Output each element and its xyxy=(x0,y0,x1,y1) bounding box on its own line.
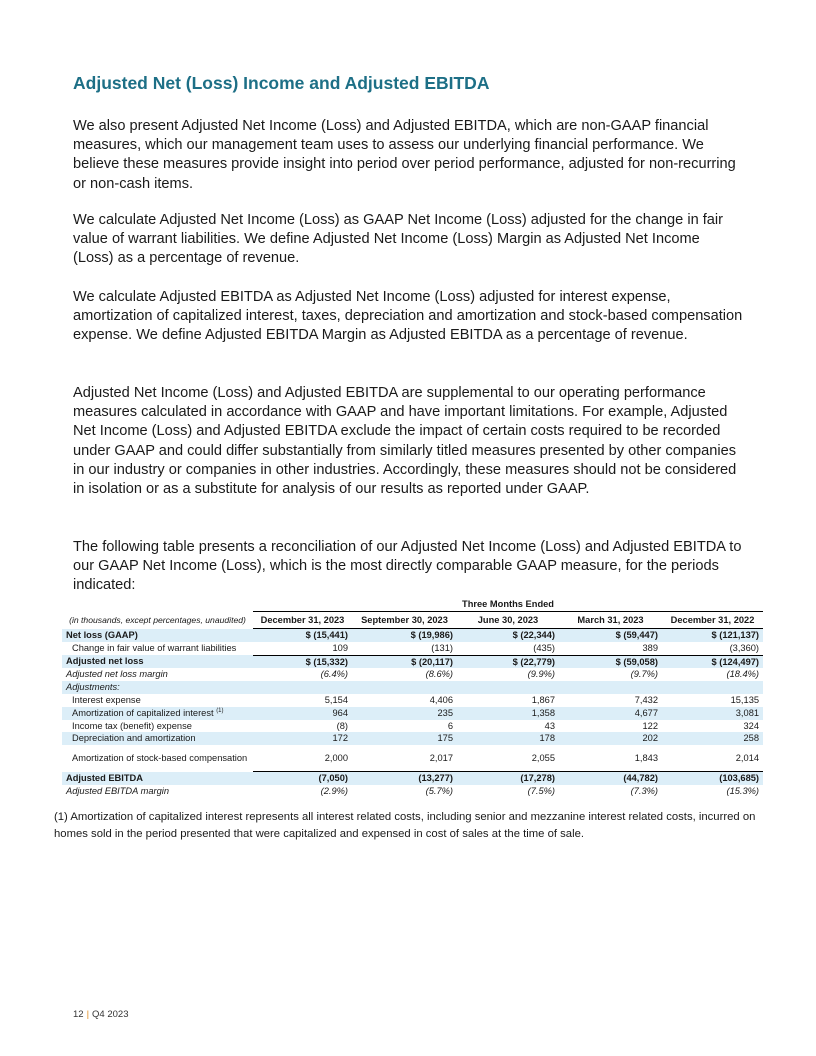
cell: $ (19,986) xyxy=(352,629,457,642)
column-header: June 30, 2023 xyxy=(457,612,559,629)
paragraph-table-intro: The following table presents a reconciliation of our Adjusted Net Income (Loss) and Adjusted EBITDA to our GAAP Net Income (Loss), which is the most directly comparable GAAP measure, for the periods indicated: xyxy=(73,539,742,594)
row-label: Income tax (benefit) expense xyxy=(72,720,192,731)
cell: 4,677 xyxy=(559,707,662,720)
table-row-net-loss xyxy=(62,629,763,642)
footer-separator: | xyxy=(86,1009,90,1020)
cell: (103,685) xyxy=(662,772,763,785)
cell: (3,360) xyxy=(662,642,763,655)
cell: (8.6%) xyxy=(425,669,453,680)
cell: (9.9%) xyxy=(527,669,555,680)
table-row-adjusted-ebitda-margin xyxy=(62,785,763,798)
cell: (2.9%) xyxy=(320,785,348,796)
table-row-interest-expense xyxy=(62,694,763,707)
cell: (9.7%) xyxy=(630,669,658,680)
page-number: 12 xyxy=(73,1009,84,1020)
table-row-stock-comp xyxy=(62,745,763,772)
cell: 2,017 xyxy=(352,745,457,772)
row-label: Adjusted net loss margin xyxy=(66,669,168,680)
paragraph-limitations: Adjusted Net Income (Loss) and Adjusted EBITDA are supplemental to our operating performance measures calculated in accordance with GAAP and have important limitations. For example, Adjusted Net Income (Loss) and Adjusted EBITDA exclude the impact of certain costs required to be recorded under GAAP and could differ substantially from similarly titled measures presented by other companies in our industry or companies in other industries. Accordingly, these measures should not be considered in isolation or as a substitute for analysis of our results as reported under GAAP. xyxy=(73,385,737,498)
cell: (17,278) xyxy=(457,772,559,785)
footer-period: Q4 2023 xyxy=(92,1009,129,1020)
page-footer xyxy=(73,1009,129,1020)
cell: $ (22,779) xyxy=(457,655,559,668)
row-label: Depreciation and amortization xyxy=(62,732,253,745)
column-header: September 30, 2023 xyxy=(352,612,457,629)
table-header-row xyxy=(62,612,763,629)
cell: $ (15,441) xyxy=(253,629,352,642)
cell: $ (15,332) xyxy=(253,655,352,668)
cell: 15,135 xyxy=(730,694,760,705)
table-row-amortization-capitalized-interest xyxy=(62,707,763,720)
table-row-depreciation xyxy=(62,732,763,745)
units-label: (in thousands, except percentages, unaudited) xyxy=(69,614,246,625)
column-header: December 31, 2023 xyxy=(253,612,352,629)
cell: (435) xyxy=(457,642,559,655)
cell: 172 xyxy=(253,732,352,745)
cell: (44,782) xyxy=(559,772,662,785)
cell: (7.3%) xyxy=(630,785,658,796)
cell: $ (124,497) xyxy=(662,655,763,668)
cell: 1,867 xyxy=(531,694,555,705)
cell: (6.4%) xyxy=(320,669,348,680)
cell: $ (121,137) xyxy=(662,629,763,642)
row-label-text: Amortization of capitalized interest xyxy=(72,707,214,718)
cell: (15.3%) xyxy=(726,785,760,796)
table-group-header-row xyxy=(62,597,763,612)
cell: (13,277) xyxy=(352,772,457,785)
cell: 389 xyxy=(559,642,662,655)
reconciliation-table xyxy=(62,597,763,798)
cell: 2,055 xyxy=(457,745,559,772)
row-label: Net loss (GAAP) xyxy=(62,629,253,642)
group-header: Three Months Ended xyxy=(253,597,763,612)
table-row-income-tax xyxy=(62,720,763,733)
cell: (5.7%) xyxy=(425,785,453,796)
cell: 3,081 xyxy=(662,707,763,720)
cell: $ (20,117) xyxy=(352,655,457,668)
cell: 1,358 xyxy=(457,707,559,720)
row-label: Adjusted net loss xyxy=(62,655,253,668)
cell: (7,050) xyxy=(253,772,352,785)
row-label: Adjusted EBITDA margin xyxy=(66,785,169,796)
table-row-adjusted-ebitda xyxy=(62,772,763,785)
cell: 43 xyxy=(544,720,555,731)
cell: 964 xyxy=(253,707,352,720)
cell: 235 xyxy=(352,707,457,720)
cell: 122 xyxy=(642,720,658,731)
cell: 202 xyxy=(559,732,662,745)
cell: 258 xyxy=(662,732,763,745)
cell: 109 xyxy=(253,642,352,655)
cell: (7.5%) xyxy=(527,785,555,796)
cell: 4,406 xyxy=(429,694,453,705)
paragraph-adjusted-ebitda: We calculate Adjusted EBITDA as Adjusted Net Income (Loss) adjusted for interest expense, amortization of capitalized interest, taxes, depreciation and amortization and stock-based compensation expense. We define Adjusted EBITDA Margin as Adjusted EBITDA as a percentage of revenue. xyxy=(73,289,743,344)
cell: 2,014 xyxy=(662,745,763,772)
cell: 178 xyxy=(457,732,559,745)
row-label: Interest expense xyxy=(72,694,141,705)
cell: 7,432 xyxy=(634,694,658,705)
cell: 5,154 xyxy=(324,694,348,705)
cell: (8) xyxy=(336,720,348,731)
table-row-adjusted-net-loss xyxy=(62,655,763,668)
cell: 6 xyxy=(447,720,453,731)
cell: 1,843 xyxy=(559,745,662,772)
column-header: December 31, 2022 xyxy=(662,612,763,629)
table-row-adjustments-heading xyxy=(62,681,763,694)
row-label: Adjustments: xyxy=(62,681,253,694)
cell: $ (22,344) xyxy=(457,629,559,642)
table-row-warrant-change xyxy=(62,642,763,655)
cell: (131) xyxy=(352,642,457,655)
table-row-adjusted-net-loss-margin xyxy=(62,668,763,681)
row-label: Amortization of stock-based compensation xyxy=(72,753,248,764)
footnote: (1) Amortization of capitalized interest represents all interest related costs, including senior and mezzanine interest related costs, incurred on homes sold in the period presented that were capitalized and expensed in cost of sales at the time of sale. xyxy=(54,811,756,840)
cell: 324 xyxy=(743,720,760,731)
row-label: Adjusted EBITDA xyxy=(62,772,253,785)
cell: 175 xyxy=(352,732,457,745)
row-label: Change in fair value of warrant liabilities xyxy=(72,643,237,654)
paragraph-intro: We also present Adjusted Net Income (Loss) and Adjusted EBITDA, which are non-GAAP financial measures, which our management team uses to assess our underlying financial performance. We believe these measures provide insight into period over period performance, adjusted for non-recurring or non-cash items. xyxy=(73,118,736,192)
paragraph-adjusted-net-income: We calculate Adjusted Net Income (Loss) as GAAP Net Income (Loss) adjusted for the change in fair value of warrant liabilities. We define Adjusted Net Income (Loss) Margin as Adjusted Net Income (Loss) as a percentage of revenue. xyxy=(73,212,724,267)
column-header: March 31, 2023 xyxy=(559,612,662,629)
footnote-marker: (1) xyxy=(216,707,224,714)
row-label xyxy=(62,707,253,720)
page-title: Adjusted Net (Loss) Income and Adjusted EBITDA xyxy=(73,73,490,93)
cell: $ (59,058) xyxy=(559,655,662,668)
cell: $ (59,447) xyxy=(559,629,662,642)
cell: (18.4%) xyxy=(726,669,760,680)
cell: 2,000 xyxy=(253,745,352,772)
